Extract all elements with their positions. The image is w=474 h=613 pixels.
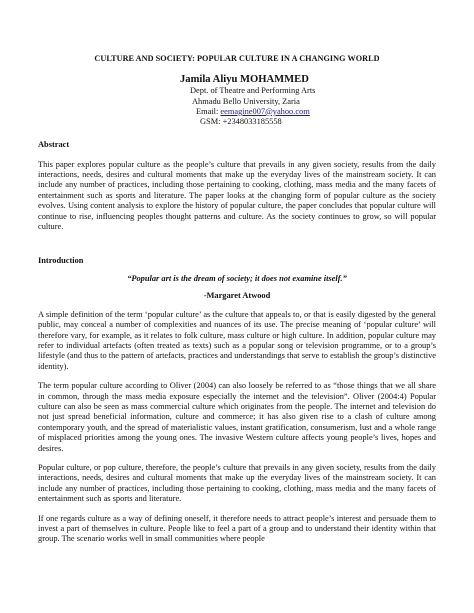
author-department: Dept. of Theatre and Performing Arts (190, 86, 316, 96)
epigraph-author: -Margaret Atwood (203, 291, 271, 301)
author-email-label: Email: (196, 106, 221, 116)
introduction-heading: Introduction (38, 256, 84, 266)
intro-paragraph: The term popular culture according to Oliver (2004) can also loosely be referred to as “those things that we all share in common, through the mass media exposure especially the internet and the television”. Oliver (2004:4) Popular culture can also be seen as mass commercial culture which originates from the people. The internet and television do not just spread beneficial information, culture and commerce; it has also given rise to a clash of culture among contemporary youth, and the spread of materialistic values, instant gratification, consumerism, lust and a whole range of misplaced priorities among the young ones. The invasive Western culture affects young people’s lives, hopes and desires. (38, 381, 436, 453)
intro-paragraph: Popular culture, or pop culture, therefore, the people’s culture that prevails in any given society, results from the daily interactions, needs, desires and cultural moments that make up the everyday lives of the mainstream society. It can include any number of practices, including those pertaining to cooking, clothing, mass media and the many facets of entertainment such as sports and literature. (38, 462, 436, 504)
epigraph-quote: “Popular art is the dream of society; it does not examine itself.” (127, 273, 347, 283)
paper-title: CULTURE AND SOCIETY: POPULAR CULTURE IN A CHANGING WORLD (94, 54, 380, 63)
abstract-text: This paper explores popular culture as the people’s culture that prevails in any given society, results from the daily interactions, needs, desires and cultural moments that make up the everyday lives of the mainstream society. It can include any number of practices, including those pertaining to cooking, clothing, mass media and the many facets of entertainment such as sports and literature. The paper looks at the changing form of popular culture as the society evolves. Using content analysis to explore the history of popular culture, the paper concludes that popular culture will continue to rise, influencing peoples thought patterns and culture. As the society continues to grow, so will popular culture. (38, 159, 436, 232)
author-email-line (196, 107, 436, 117)
intro-paragraph: A simple definition of the term ‘popular culture’ as the culture that appeals to, or that is easily digested by the general public, may conceal a number of complexities and nuances of its use. The precise meaning of ‘popular culture’ will therefore vary, for example, as it relates to folk culture, mass culture or high culture. In addition, popular culture may refer to individual artefacts (often treated as texts) such as a popular song or television programme, or to a group’s lifestyle (and thus to the pattern of artefacts, practices and understandings that serve to establish the group’s distinctive identity). (38, 309, 436, 371)
author-email-link[interactable]: eemagine007@yahoo.com (220, 106, 310, 116)
author-name: Jamila Aliyu MOHAMMED (180, 74, 309, 86)
author-university: Ahmadu Bello University, Zaria (192, 96, 300, 106)
abstract-heading: Abstract (38, 140, 70, 150)
author-block (178, 73, 436, 127)
author-gsm: GSM: +2348033185558 (200, 117, 282, 127)
intro-paragraph: If one regards culture as a way of defining oneself, it therefore needs to attract people’s interest and persuade them to invest a part of themselves in culture. People like to feel a part of a group and to understand their identity within that group. The scenario works well in small communities where people (38, 513, 436, 544)
